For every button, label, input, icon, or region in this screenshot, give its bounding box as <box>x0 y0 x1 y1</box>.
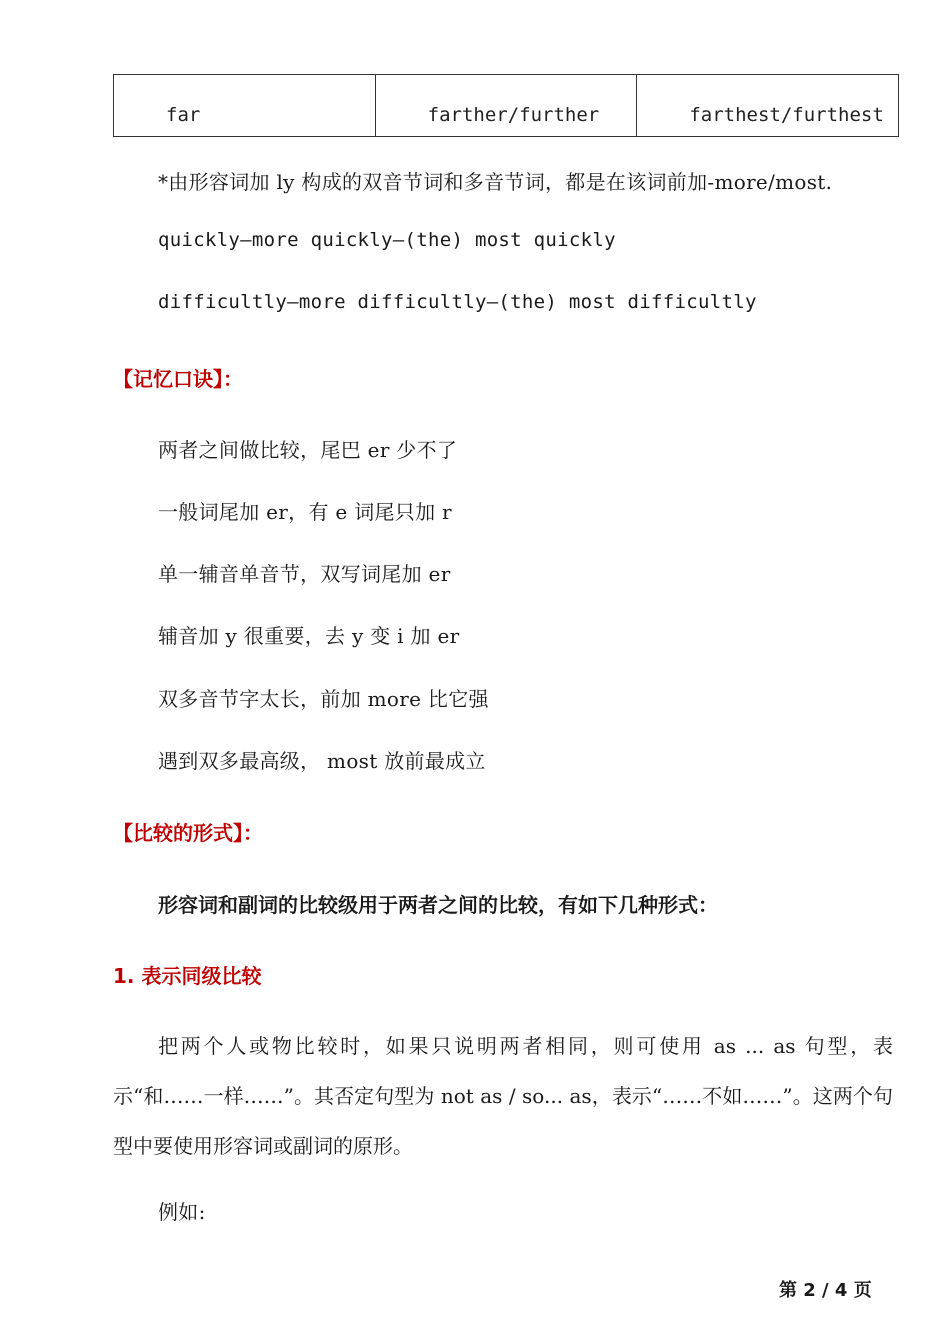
memory-line: 双多音节字太长，前加 more 比它强 <box>158 687 489 711</box>
memory-line: 辅音加 y 很重要，去 y 变 i 加 er <box>158 624 460 648</box>
cell-text: far <box>166 104 201 126</box>
example-line: difficultly—more difficultly—(the) most difficultly <box>158 291 757 313</box>
example-label: 例如: <box>158 1200 206 1224</box>
example-line: quickly—more quickly—(the) most quickly <box>158 229 616 251</box>
cell-text: farthest/furthest <box>689 104 884 126</box>
section-title: 1. 表示同级比较 <box>113 964 262 988</box>
forms-intro: 形容词和副词的比较级用于两者之间的比较，有如下几种形式： <box>158 893 718 917</box>
memory-line: 一般词尾加 er，有 e 词尾只加 r <box>158 500 452 524</box>
memory-heading: 【记忆口诀】： <box>113 367 243 391</box>
section-paragraph: 把两个人或物比较时，如果只说明两者相同，则可使用 as ... as 句型，表示“和……一样……”。其否定句型为 not as / so... as，表示“……不如……”。这两个句型中要使用形容词或副词的原形。 <box>113 1034 893 1158</box>
table-cell-superlative <box>637 75 899 137</box>
memory-line: 两者之间做比较，尾巴 er 少不了 <box>158 438 458 462</box>
forms-heading: 【比较的形式】： <box>113 821 263 845</box>
table-cell-comparative <box>375 75 637 137</box>
comparison-table <box>113 74 899 137</box>
table-cell-positive <box>114 75 376 137</box>
rule-note: *由形容词加 ly 构成的双音节词和多音节词，都是在该词前加-more/most. <box>158 170 833 194</box>
cell-text: farther/further <box>427 104 600 126</box>
memory-line: 单一辅音单音节，双写词尾加 er <box>158 562 451 586</box>
table-row <box>114 75 899 137</box>
memory-line: 遇到双多最高级， most 放前最成立 <box>158 749 486 773</box>
page-number: 第 2 / 4 页 <box>779 1280 872 1301</box>
